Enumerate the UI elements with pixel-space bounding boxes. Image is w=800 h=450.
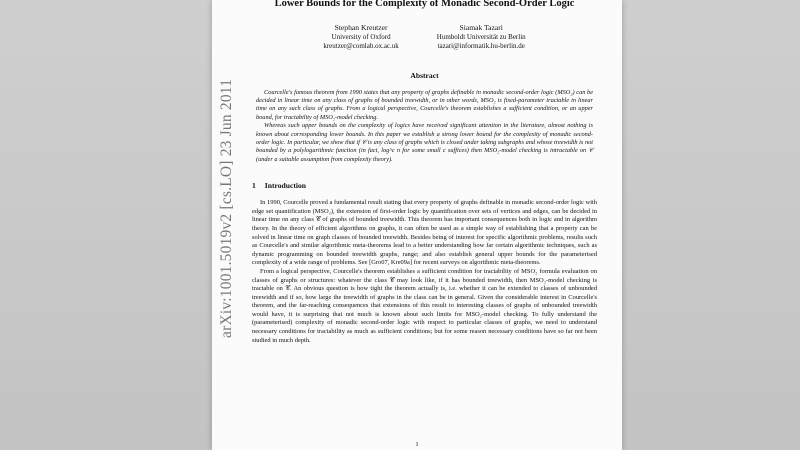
page-content bbox=[252, 0, 597, 345]
arxiv-stamp: arXiv:1001.5019v2 [cs.LO] 23 Jun 2011 bbox=[218, 78, 235, 338]
section-body bbox=[252, 199, 597, 345]
abstract-paragraph: Whereas such upper bounds on the complexity of logics have received significant attention in the literature, almost nothing is known about corresponding lower bounds. In this paper we establish a strong lower bound for the complexity of monadic second-order logic. In particular, we show that if 𝒞 is any class of graphs which is closed under taking subgraphs and whose treewidth is not bounded by a polylogarithmic function (in fact, log^c n for some small c suffices) then MSO₂-model checking is intractable on 𝒞 (under a suitable assumption from complexity theory). bbox=[256, 122, 593, 163]
body-paragraph: In 1990, Courcelle proved a fundamental result stating that every property of graphs definable in monadic second-order logic with edge set quantification (MSO₂), the extension of first-order logic by quantification over sets of vertices and edges, can be decided in linear time on any class 𝒞 of graphs of bounded treewidth. This theorem has important consequences both in logic and in algorithm theory. In the theory of efficient algorithms on graphs, it can often be used as a simple way of establishing that a property can be solved in linear time on graph classes of bounded treewidth. Besides being of interest for specific algorithmic problems, results such as Courcelle's and similar algorithmic meta-theorems lead to a better understanding how far certain algorithmic techniques, such as dynamic programming on bounded treewidth graphs, range; and also establish general upper bounds for the parameterised complexity of a wide range of problems. See [Gro07, Kre09a] for recent surveys on algorithmic meta-theorems. bbox=[252, 199, 597, 267]
author-affiliation: Humboldt Universität zu Berlin bbox=[436, 32, 526, 41]
section-title: Introduction bbox=[264, 181, 307, 191]
abstract-paragraph: Courcelle's famous theorem from 1990 states that any property of graphs definable in monadic second-order logic (MSO₂) can be decided in linear time on any class of graphs of bounded treewidth, or in other words, MSO₂ is fixed-parameter tractable in linear time on any such class of graphs. From a logical perspective, Courcelle's theorem establishes a sufficient condition, or an upper bound, for tractability of MSO₂-model checking. bbox=[256, 88, 593, 121]
abstract bbox=[256, 89, 593, 165]
viewer-background-right bbox=[622, 0, 800, 450]
author-affiliation: University of Oxford bbox=[331, 32, 391, 41]
author-block bbox=[252, 23, 597, 52]
author-name: Stephan Kreutzer bbox=[334, 23, 388, 32]
pdf-page bbox=[212, 0, 622, 450]
section-number: 1 bbox=[252, 181, 256, 191]
paper-title: Lower Bounds for the Complexity of Monadic Second-Order Logic bbox=[274, 0, 575, 9]
author-name: Siamak Tazari bbox=[459, 23, 503, 32]
author-email: tazari@informatik.hu-berlin.de bbox=[437, 42, 525, 50]
body-paragraph: From a logical perspective, Courcelle's theorem establishes a sufficient condition for tractability of MSO₂ formula evaluation on classes of graphs or structures: whatever the class 𝒞 may look like, if it has bounded treewidth, then MSO₂-model checking is tractable on 𝒞. An obvious question is how tight the theorem actually is, i.e. whether it can be extended to classes of unbounded treewidth and if so, how large the treewidth of graphs in the class can be in general. Given the considerable interest in Courcelle's theorem, and the far-reaching consequences that extensions of this result to interesting classes of graphs of unbounded treewidth would have, it is surprising that not much is known about such limits for MSO₂-model checking. To fully understand the (parameterised) complexity of monadic second-order logic with respect to particular classes of graphs, we need to understand necessary conditions for tractability as much as sufficient conditions; but for some reason necessary conditions have so far not been studied in much depth. bbox=[252, 267, 597, 344]
abstract-heading: Abstract bbox=[410, 70, 439, 80]
viewer-background-left bbox=[0, 0, 212, 450]
author-1 bbox=[323, 23, 398, 52]
author-2 bbox=[437, 23, 526, 52]
author-email: kreutzer@comlab.ox.ac.uk bbox=[323, 42, 399, 50]
page-number: 1 bbox=[415, 441, 419, 448]
section-heading bbox=[252, 181, 597, 190]
